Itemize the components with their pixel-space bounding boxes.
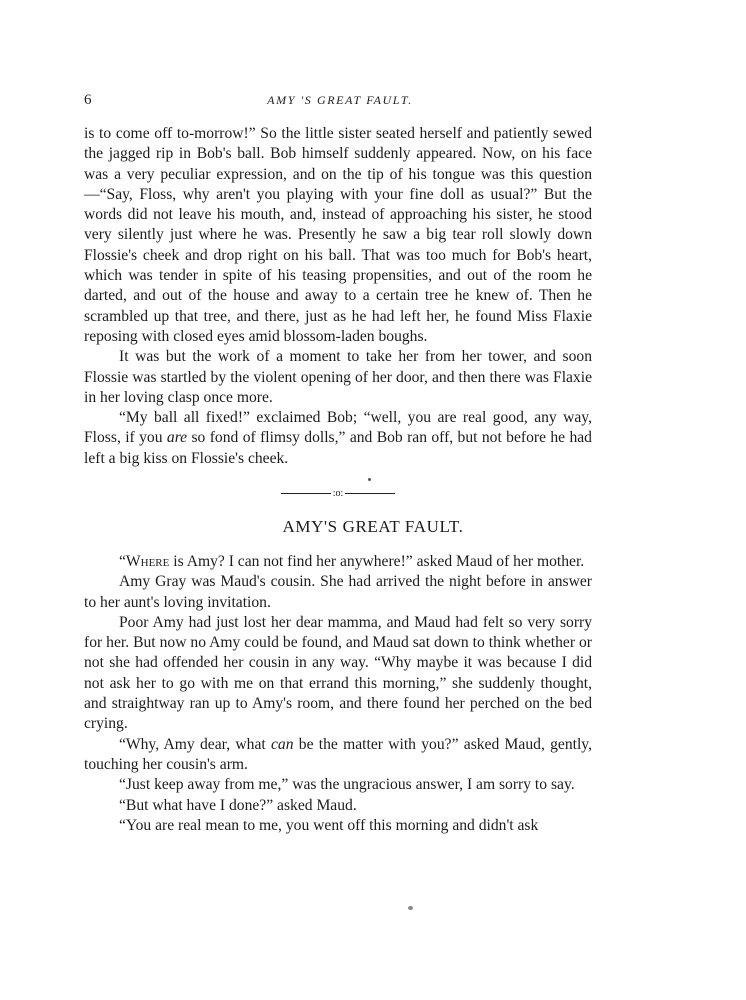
story1-paragraph: It was but the work of a moment to take her from her tower, and soon Flossie was startled by the violent opening of her door, and then there was Flaxie in her loving clasp once more. xyxy=(84,348,592,406)
story2-paragraph: “Just keep away from me,” was the ungracious answer, I am sorry to say. xyxy=(119,776,575,794)
page-header xyxy=(84,92,596,114)
italic-word: are xyxy=(166,429,188,447)
story2-paragraph: Poor Amy had just lost her dear mamma, and Maud had felt so very sorry for her. But now no Amy could be found, and Maud sat down to think whether or not she had offended her cousin in any way. “Why maybe it was because I did not ask her to go with me on that errand this morning,” she suddenly thought, and straightway ran up to Amy's room, and there found her perched on the bed crying. xyxy=(84,613,592,733)
divider-rule-right xyxy=(345,493,395,494)
story2-paragraph: Amy Gray was Maud's cousin. She had arrived the night before in answer to her aunt's loving invitation. xyxy=(84,573,592,611)
text-run: be the matter with you?” asked Maud, gently, touching her cousin's arm. xyxy=(84,735,592,773)
divider-ornament: :o: xyxy=(332,487,344,499)
story2-paragraph xyxy=(84,735,592,776)
text-run: “ xyxy=(119,553,126,570)
story1-paragraph-last xyxy=(84,408,592,469)
text-run: “Why, Amy dear, what xyxy=(119,735,271,753)
divider-rule-left xyxy=(281,493,331,494)
text-run: is Amy? I can not find her anywhere!” asked Maud of her mother. xyxy=(169,553,585,570)
text-run: so fond of flimsy dolls,” and Bob ran off, but not before he had left a big kiss on Flossie's cheek. xyxy=(84,429,592,467)
chapter-title: AMY'S GREAT FAULT. xyxy=(282,517,464,536)
story2-text xyxy=(84,552,592,836)
ink-speck xyxy=(408,906,413,910)
running-head: AMY 'S GREAT FAULT. xyxy=(267,93,413,107)
italic-word: can xyxy=(271,735,294,753)
story1-text xyxy=(84,124,592,469)
small-caps-word: Where xyxy=(125,553,170,570)
story1-paragraph: is to come off to-morrow!” So the little sister seated herself and patiently sewed the jagged rip in Bob's ball. Bob himself suddenly appeared. Now, on his face was a very peculiar expression, and on the tip of his tongue was this question—“Say, Floss, why aren't you playing with your fine doll as usual?” But the words did not leave his mouth, and, instead of approaching his sister, he stood very silently just where he was. Presently he saw a big tear roll slowly down Flossie's cheek and drop right on his ball. That was too much for Bob's heart, which was tender in spite of his teasing propensities, and out of the room he darted, and out of the house and away to a certain tree he knew of. Then he scrambled up that tree, and there, just as he had left her, he found Miss Flaxie reposing with closed eyes amid blossom-laden boughs. xyxy=(84,125,592,345)
text-run: “My ball all fixed!” exclaimed Bob; “well, you are real good, any way, Floss, if you xyxy=(84,409,592,447)
story2-paragraph: “But what have I done?” asked Maud. xyxy=(119,796,357,814)
ink-speck xyxy=(368,478,371,481)
page-number: 6 xyxy=(84,92,92,108)
section-divider xyxy=(281,485,395,501)
story2-paragraph: “You are real mean to me, you went off this morning and didn't ask xyxy=(119,816,539,834)
story2-paragraph xyxy=(84,552,592,572)
